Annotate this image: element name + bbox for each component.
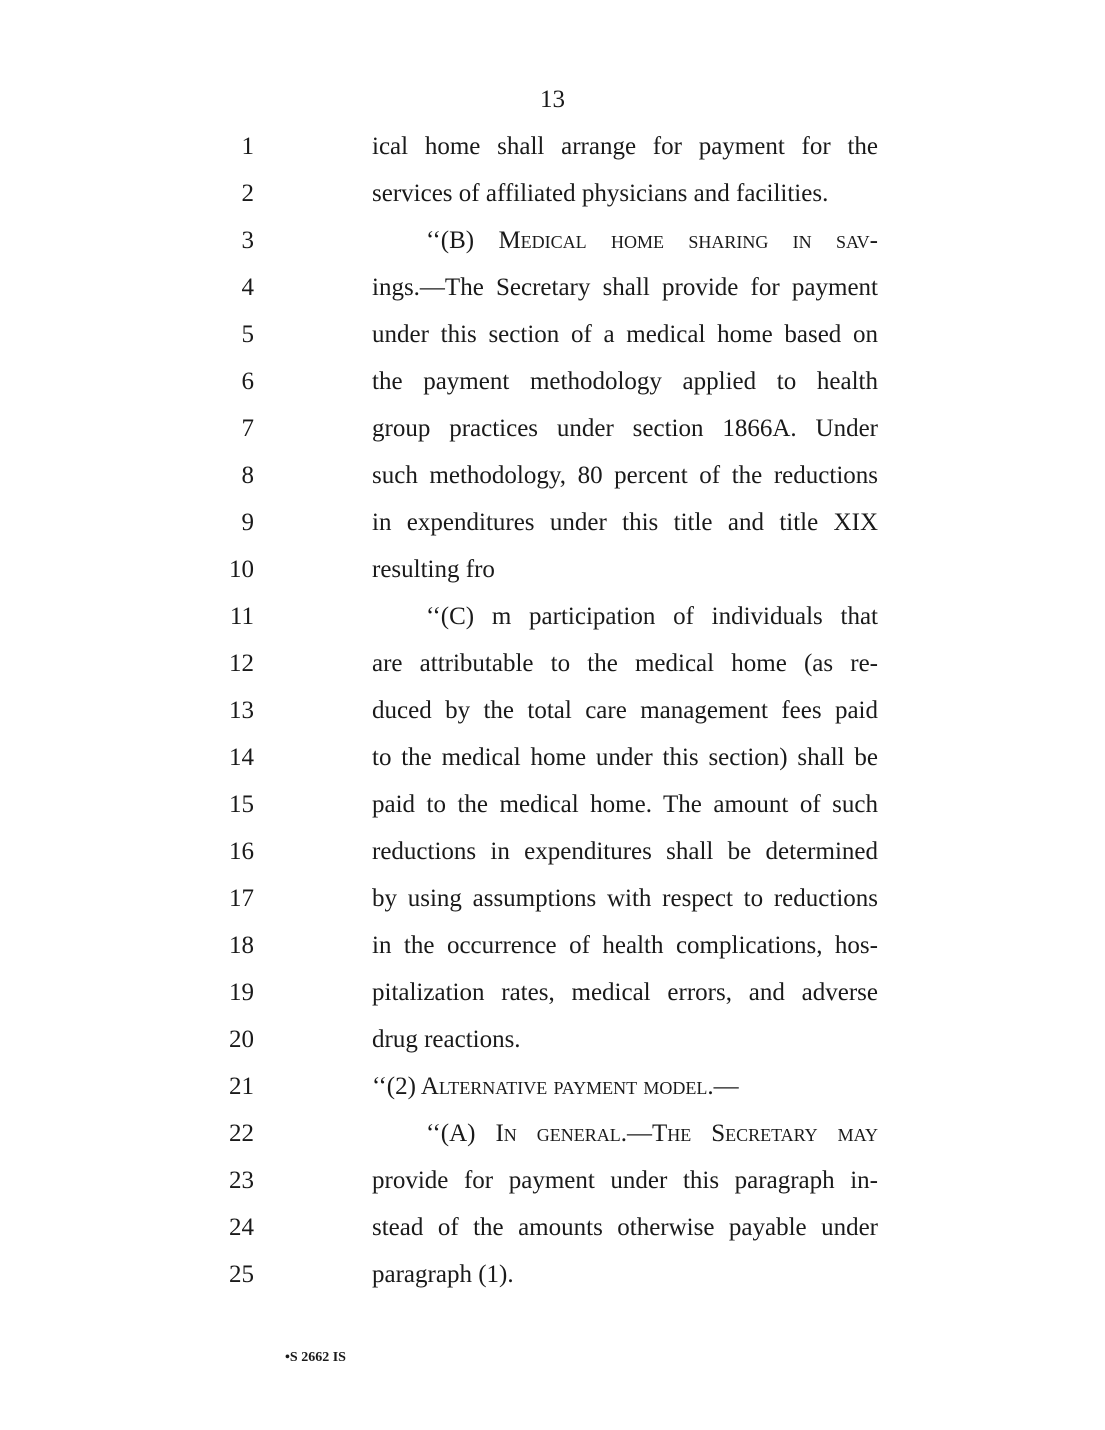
line-text: drug reactions. bbox=[372, 1026, 521, 1053]
line-number: 15 bbox=[229, 791, 254, 818]
paragraph-heading: ‘‘(2) Alternative payment model.— bbox=[372, 1073, 739, 1100]
line-number: 24 bbox=[229, 1214, 254, 1241]
line-20 bbox=[0, 1016, 1105, 1063]
line-text: duced by the total care management fees paid bbox=[372, 697, 878, 724]
line-number: 8 bbox=[241, 462, 254, 489]
line-3 bbox=[0, 217, 1105, 264]
bill-text-lines bbox=[0, 123, 1105, 1298]
line-13 bbox=[0, 687, 1105, 734]
line-21 bbox=[0, 1063, 1105, 1110]
line-24 bbox=[0, 1204, 1105, 1251]
line-11 bbox=[0, 593, 1105, 640]
line-text: paragraph (1). bbox=[372, 1261, 514, 1288]
line-5 bbox=[0, 311, 1105, 358]
line-number: 10 bbox=[229, 556, 254, 583]
line-text: provide for payment under this paragraph in- bbox=[372, 1167, 878, 1194]
line-number: 19 bbox=[229, 979, 254, 1006]
line-text: services of affiliated physicians and facilities. bbox=[372, 180, 829, 207]
line-25 bbox=[0, 1251, 1105, 1298]
line-2 bbox=[0, 170, 1105, 217]
subparagraph-heading: ‘‘(A) In general.—The Secretary may bbox=[426, 1120, 878, 1147]
line-number: 20 bbox=[229, 1026, 254, 1053]
line-text: stead of the amounts otherwise payable under bbox=[372, 1214, 878, 1241]
line-9 bbox=[0, 499, 1105, 546]
line-number: 23 bbox=[229, 1167, 254, 1194]
line-number: 9 bbox=[241, 509, 254, 536]
line-number: 1 bbox=[241, 133, 254, 160]
line-number: 18 bbox=[229, 932, 254, 959]
line-text: in the occurrence of health complications, hos- bbox=[372, 932, 878, 959]
line-text: group practices under section 1866A. Under bbox=[372, 415, 878, 442]
line-number: 6 bbox=[241, 368, 254, 395]
line-number: 13 bbox=[229, 697, 254, 724]
line-number: 2 bbox=[241, 180, 254, 207]
line-7 bbox=[0, 405, 1105, 452]
line-text: by using assumptions with respect to reductions bbox=[372, 885, 878, 912]
line-18 bbox=[0, 922, 1105, 969]
line-number: 16 bbox=[229, 838, 254, 865]
line-text: to the medical home under this section) shall be bbox=[372, 744, 878, 771]
line-number: 14 bbox=[229, 744, 254, 771]
subparagraph-heading: ‘‘(B) Medical home sharing in sav- bbox=[426, 227, 878, 254]
line-number: 11 bbox=[229, 603, 254, 630]
line-text: are attributable to the medical home (as re- bbox=[372, 650, 878, 677]
line-number: 4 bbox=[241, 274, 254, 301]
bill-identifier-footer: •S 2662 IS bbox=[285, 1350, 346, 1365]
page-number: 13 bbox=[540, 86, 565, 113]
line-text: ings.—The Secretary shall provide for payment bbox=[372, 274, 878, 301]
line-1 bbox=[0, 123, 1105, 170]
line-number: 7 bbox=[241, 415, 254, 442]
line-number: 3 bbox=[241, 227, 254, 254]
line-number: 12 bbox=[229, 650, 254, 677]
line-22 bbox=[0, 1110, 1105, 1157]
line-text: paid to the medical home. The amount of such bbox=[372, 791, 878, 818]
line-16 bbox=[0, 828, 1105, 875]
line-number: 5 bbox=[241, 321, 254, 348]
line-text: such methodology, 80 percent of the reductions bbox=[372, 462, 878, 489]
line-14 bbox=[0, 734, 1105, 781]
line-text: ‘‘(C) m participation of individuals that bbox=[426, 603, 878, 630]
line-10 bbox=[0, 546, 1105, 593]
line-8 bbox=[0, 452, 1105, 499]
line-number: 21 bbox=[229, 1073, 254, 1100]
line-text: resulting fro bbox=[372, 556, 495, 583]
line-15 bbox=[0, 781, 1105, 828]
line-23 bbox=[0, 1157, 1105, 1204]
line-text: under this section of a medical home based on bbox=[372, 321, 878, 348]
line-text: the payment methodology applied to health bbox=[372, 368, 878, 395]
line-12 bbox=[0, 640, 1105, 687]
line-text: reductions in expenditures shall be determined bbox=[372, 838, 878, 865]
line-text: ical home shall arrange for payment for the bbox=[372, 133, 878, 160]
line-number: 17 bbox=[229, 885, 254, 912]
line-text: pitalization rates, medical errors, and adverse bbox=[372, 979, 878, 1006]
line-17 bbox=[0, 875, 1105, 922]
line-number: 25 bbox=[229, 1261, 254, 1288]
line-number: 22 bbox=[229, 1120, 254, 1147]
line-19 bbox=[0, 969, 1105, 1016]
line-4 bbox=[0, 264, 1105, 311]
line-6 bbox=[0, 358, 1105, 405]
line-text: in expenditures under this title and title XIX bbox=[372, 509, 878, 536]
